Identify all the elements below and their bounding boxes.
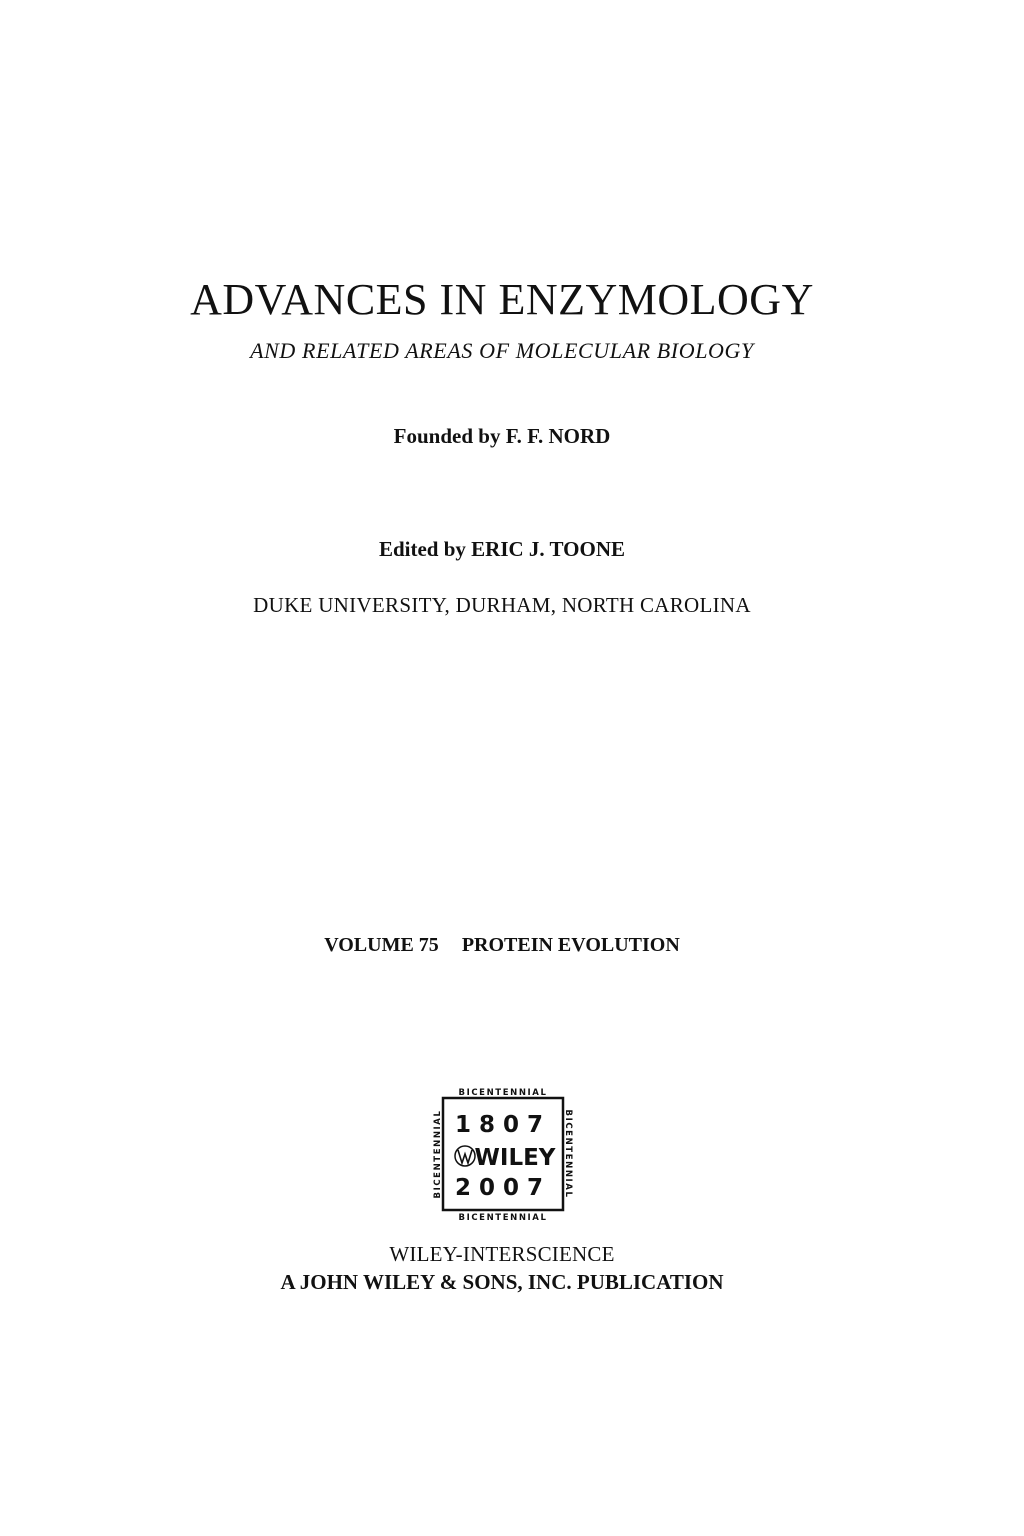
publisher: A JOHN WILEY & SONS, INC. PUBLICATION — [280, 1270, 724, 1294]
volume-number: VOLUME 75 — [324, 934, 439, 956]
volume-line — [0, 934, 1004, 957]
book-title: ADVANCES IN ENZYMOLOGY — [190, 275, 814, 324]
editor-credit: Edited by ERIC J. TOONE — [378, 537, 626, 561]
editor-affiliation: DUKE UNIVERSITY, DURHAM, NORTH CAROLINA — [253, 593, 751, 617]
logo-year-start: 1807 — [454, 1112, 552, 1138]
imprint: WILEY-INTERSCIENCE — [389, 1242, 615, 1266]
founder-credit: Founded by F. F. NORD — [393, 424, 611, 448]
book-subtitle: AND RELATED AREAS OF MOLECULAR BIOLOGY — [250, 338, 754, 363]
logo-border-text-bottom: BICENTENNIAL — [458, 1213, 548, 1222]
wiley-bicentennial-logo — [432, 1086, 574, 1222]
logo-border-text-top: BICENTENNIAL — [458, 1088, 548, 1098]
logo-year-end: 2007 — [454, 1175, 552, 1201]
logo-border-text-right: BICENTENNIAL — [563, 1109, 573, 1199]
logo-brand: WILEY — [474, 1145, 556, 1171]
logo-border-text-left: BICENTENNIAL — [433, 1109, 443, 1199]
volume-topic: PROTEIN EVOLUTION — [461, 934, 680, 956]
wiley-emblem-icon — [455, 1146, 475, 1166]
